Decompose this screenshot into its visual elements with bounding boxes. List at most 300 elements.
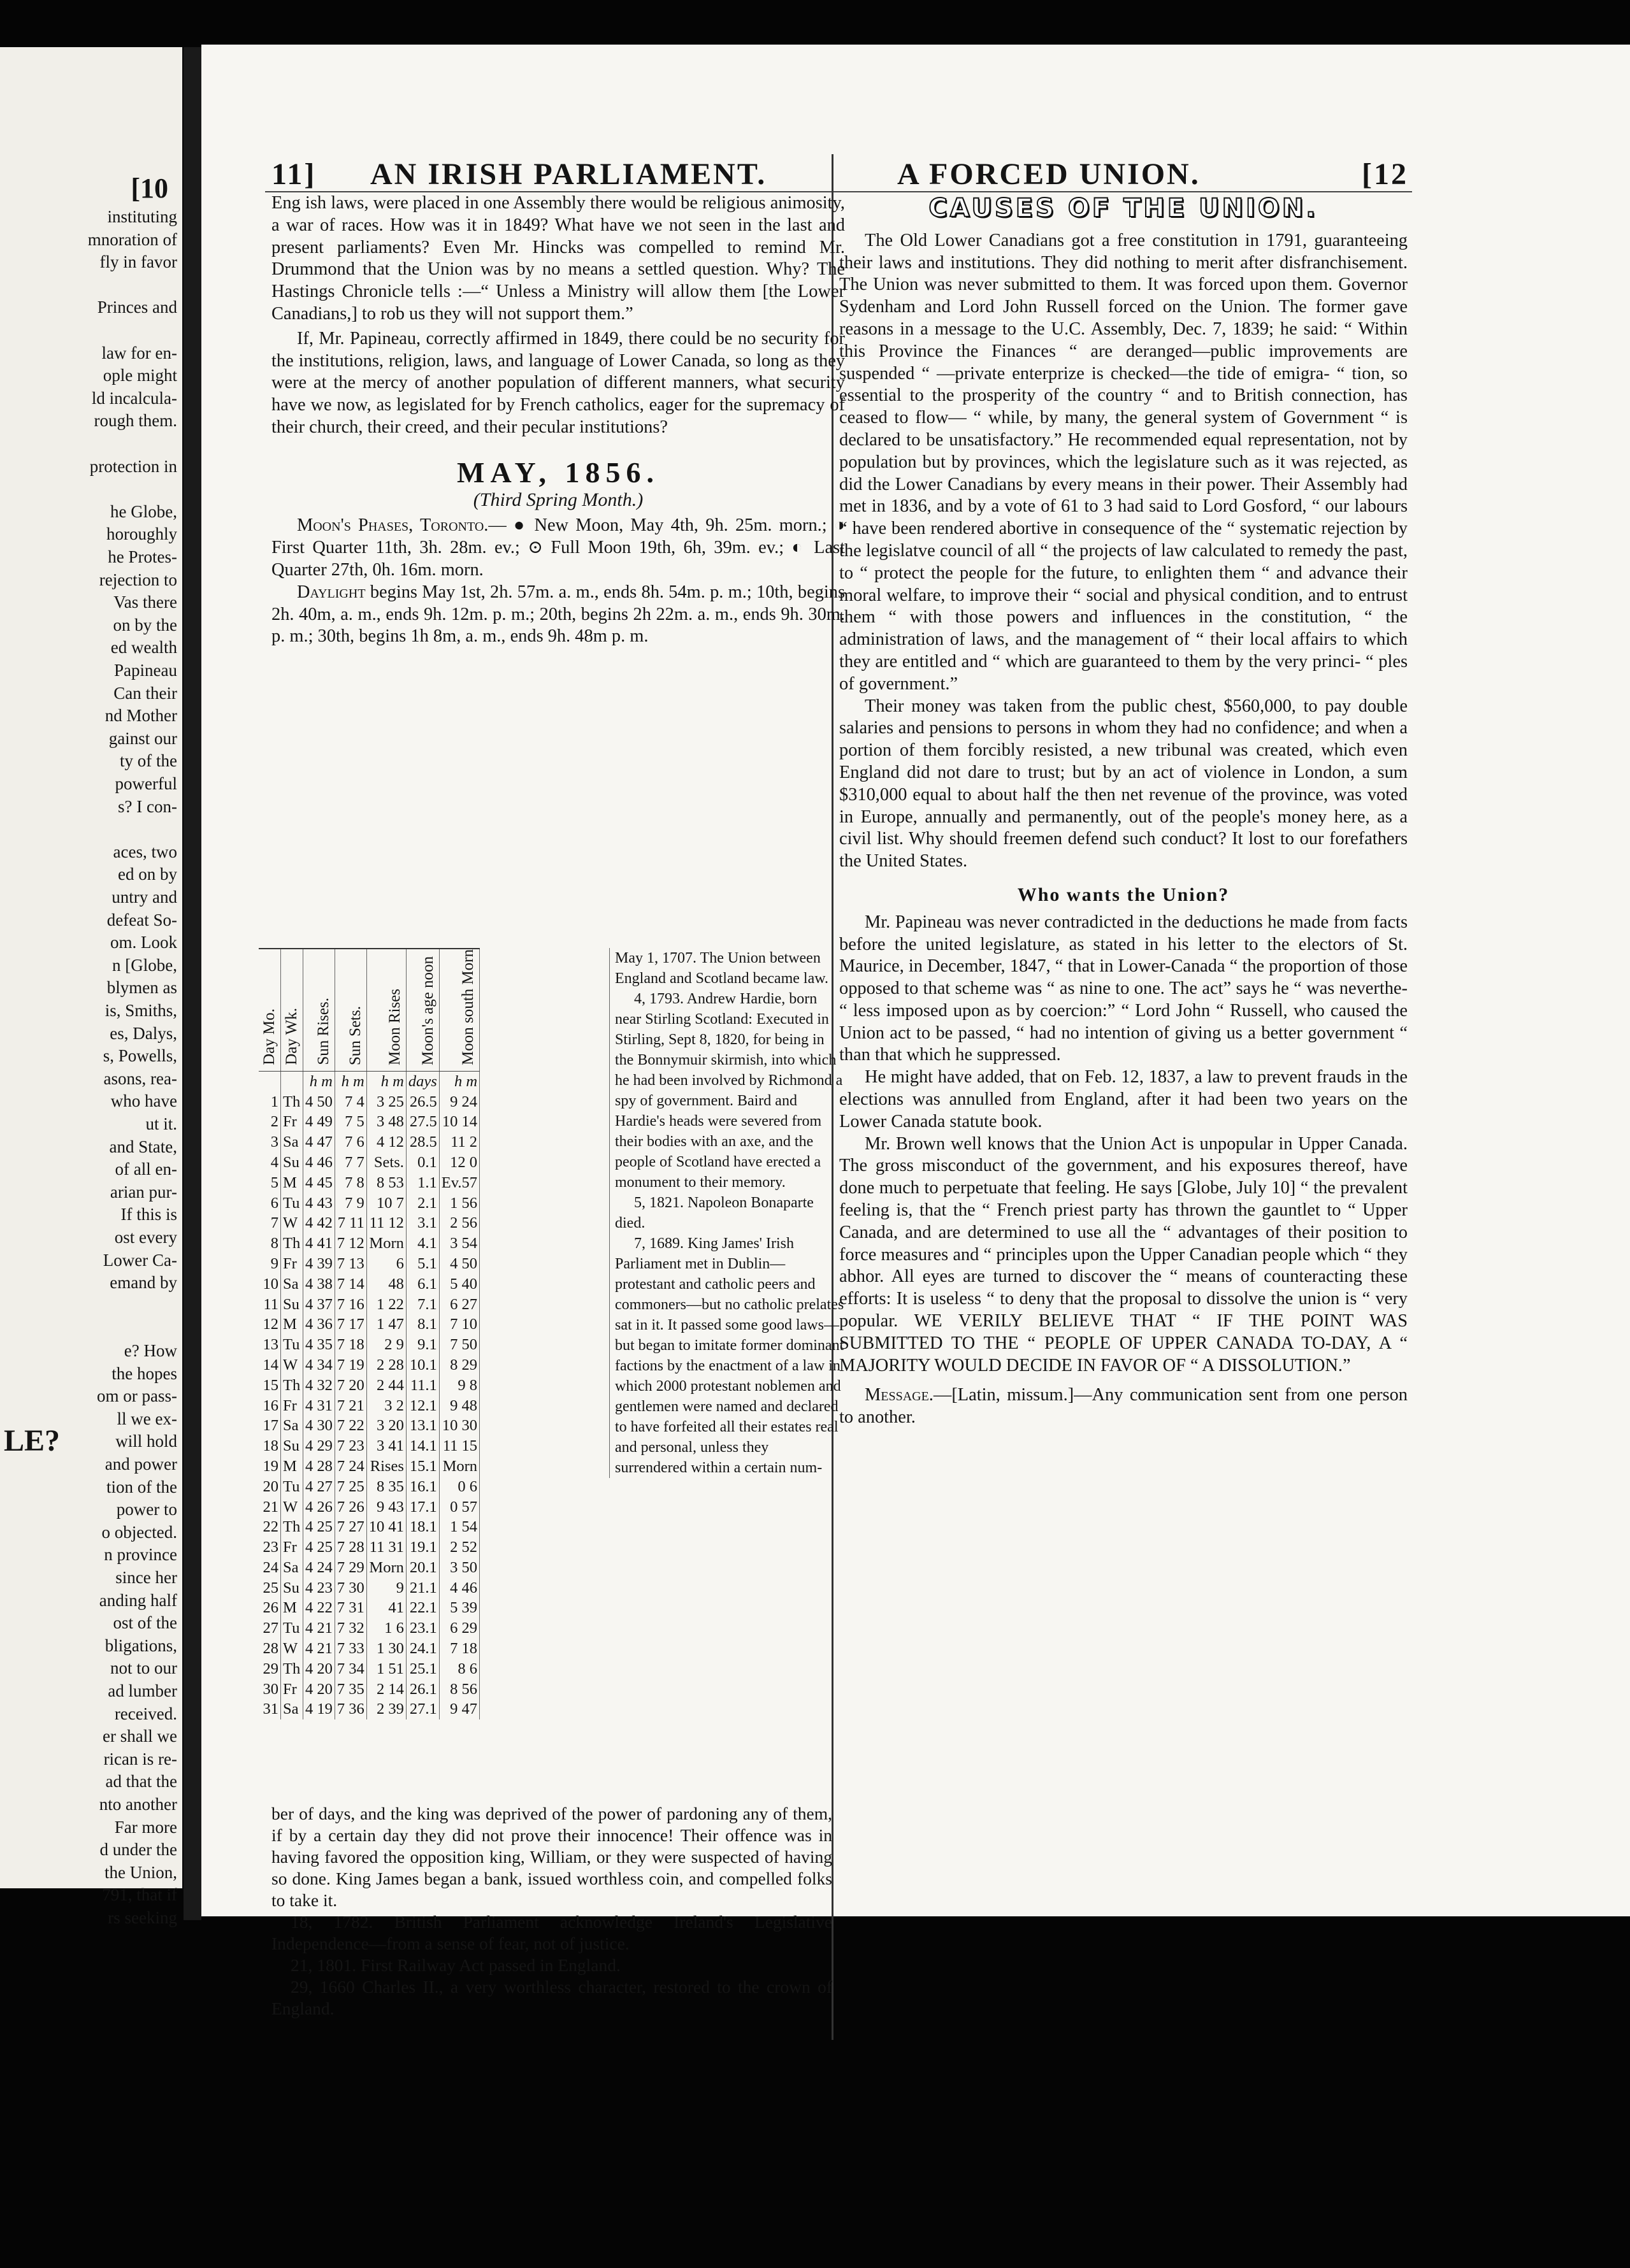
- almanac-cell: 4 24: [303, 1558, 335, 1578]
- left-paragraph-1: Eng ish laws, were placed in one Assembly there would be religious animosity, a war of races. How was it in 1849? What have we not seen in the last and present parliaments? Even Mr. Hincks was compelled to remind Mr. Drummond that the Union was by no means a settled question. Why? The Hastings Chronicle tells :—“ Unless a Ministry will allow them [the Lower Canadians,] to rob us they will not support them.”: [271, 193, 845, 324]
- almanac-cell: 25.1: [406, 1659, 439, 1679]
- previous-page-line: who have: [110, 1091, 177, 1111]
- almanac-cell: 7 25: [335, 1477, 366, 1497]
- almanac-units-row: [259, 1071, 480, 1091]
- almanac-cell: 9 48: [439, 1396, 479, 1416]
- almanac-cell: 21.1: [406, 1578, 439, 1598]
- almanac-cell: 3 25: [366, 1092, 406, 1112]
- almanac-cell: 9: [366, 1578, 406, 1598]
- almanac-cell: 7 16: [335, 1295, 366, 1315]
- almanac-cell: 5 40: [439, 1274, 479, 1295]
- previous-page-line: om or pass-: [97, 1386, 177, 1406]
- almanac-cell: Morn: [366, 1558, 406, 1578]
- almanac-cell: 4 37: [303, 1295, 335, 1315]
- almanac-cell: 7 31: [335, 1598, 366, 1618]
- almanac-cell: 9: [259, 1254, 281, 1274]
- almanac-cell: 10 7: [366, 1193, 406, 1214]
- almanac-cell: Fr: [281, 1112, 303, 1132]
- previous-page-line: he Protes-: [108, 547, 177, 566]
- almanac-cell: Rises: [366, 1456, 406, 1477]
- almanac-cell: 4 22: [303, 1598, 335, 1618]
- almanac-cell: Sets.: [366, 1152, 406, 1173]
- almanac-cell: 4 50: [303, 1092, 335, 1112]
- almanac-cell: 11: [259, 1295, 281, 1315]
- almanac-cell: 24: [259, 1558, 281, 1578]
- almanac-cell: 20.1: [406, 1558, 439, 1578]
- almanac-cell: 4 20: [303, 1659, 335, 1679]
- almanac-cell: 4.1: [406, 1233, 439, 1254]
- previous-page-line: power to: [116, 1500, 177, 1519]
- previous-page-line: instituting: [107, 207, 177, 226]
- right-paragraph-3: Mr. Papineau was never contradicted in the deductions he made from facts before the united legislature, as stated in his letter to the electors of St. Maurice, in December, 1847, “ that in Lower-Canada “ the proportion of those opposed to that scheme was “ as nine to one. The act” says he “ was neverthe- “ less imposed upon as by coercion:” “ Lord John “ Russell, who caused the Union act to be passed, “ had no intention of giving us a better government “ than that which he suppressed.: [839, 912, 1408, 1065]
- almanac-cell: 17: [259, 1416, 281, 1436]
- almanac-cell: 9 8: [439, 1375, 479, 1396]
- almanac-row: [259, 1355, 480, 1375]
- almanac-cell: 23.1: [406, 1618, 439, 1639]
- almanac-row: [259, 1092, 480, 1112]
- previous-page-line: and State,: [109, 1137, 177, 1156]
- almanac-column-header: Moon's age noon: [419, 956, 436, 1065]
- moon-phases-text: — ● New Moon, May 4th, 9h. 25m. morn.; ◑ First Quarter 11th, 3h. 28m. ev.; ⊙ Full Moon 19th, 6h, 39m. ev.; ◐ Last Quarter 27th, 0h. 16m. morn.: [271, 515, 845, 580]
- almanac-cell: 7 7: [335, 1152, 366, 1173]
- almanac-row: [259, 1173, 480, 1193]
- almanac-cell: Fr: [281, 1679, 303, 1700]
- almanac-column-header: Day Mo.: [261, 1008, 278, 1065]
- almanac-cell: 4 23: [303, 1578, 335, 1598]
- month-subtitle: (Third Spring Month.): [473, 489, 644, 510]
- almanac-cell: 9.1: [406, 1335, 439, 1355]
- almanac-column-header: Sun Rises.: [314, 998, 332, 1065]
- daylight-label: Daylight: [297, 582, 366, 602]
- almanac-cell: 4 30: [303, 1416, 335, 1436]
- almanac-cell: 48: [366, 1274, 406, 1295]
- almanac-cell: 4 45: [303, 1173, 335, 1193]
- almanac-row: [259, 1233, 480, 1254]
- previous-page-line: since her: [115, 1568, 177, 1587]
- almanac-cell: 0 57: [439, 1497, 479, 1518]
- almanac-cell: 6 29: [439, 1618, 479, 1639]
- previous-page-line: Princes and: [97, 298, 177, 317]
- almanac-unit: h m: [439, 1071, 479, 1091]
- previous-page-line: mnoration of: [87, 229, 177, 249]
- almanac-cell: 3 41: [366, 1436, 406, 1456]
- footnote-item: 29, 1660 Charles II., a very worthless character, restored to the crown of England.: [271, 1977, 832, 2018]
- right-running-title: A FORCED UNION.: [897, 157, 1201, 191]
- right-page-number: [12: [1362, 157, 1408, 191]
- previous-page-line: not to our: [110, 1658, 177, 1678]
- almanac-cell: 2.1: [406, 1193, 439, 1214]
- previous-page-line: gainst our: [108, 728, 177, 748]
- almanac-cell: 3 54: [439, 1233, 479, 1254]
- previous-page-line: arian pur-: [110, 1182, 177, 1202]
- almanac-cell: 26.1: [406, 1679, 439, 1700]
- almanac-cell: 7 21: [335, 1396, 366, 1416]
- previous-page-line: nto another: [99, 1795, 177, 1814]
- almanac-row: [259, 1375, 480, 1396]
- left-running-title: AN IRISH PARLIAMENT.: [370, 157, 767, 191]
- almanac-cell: M: [281, 1314, 303, 1335]
- almanac-cell: 27.5: [406, 1112, 439, 1132]
- almanac-unit: [281, 1071, 303, 1091]
- almanac-cell: 10 14: [439, 1112, 479, 1132]
- month-title: MAY, 1856.: [457, 456, 660, 489]
- previous-page-line: is, Smiths,: [105, 1001, 177, 1020]
- previous-page-line: emand by: [110, 1273, 177, 1293]
- almanac-cell: 4 36: [303, 1314, 335, 1335]
- almanac-cell: 8 35: [366, 1477, 406, 1497]
- previous-page-line: d under the: [99, 1840, 177, 1860]
- previous-page-line: om. Look: [110, 933, 177, 952]
- almanac-cell: 4 43: [303, 1193, 335, 1214]
- almanac-cell: 18: [259, 1436, 281, 1456]
- almanac-cell: 8 6: [439, 1659, 479, 1679]
- almanac-cell: 5: [259, 1173, 281, 1193]
- previous-page-line: of all en-: [115, 1159, 177, 1179]
- almanac-cell: 7 26: [335, 1497, 366, 1518]
- almanac-cell: 1 54: [439, 1517, 479, 1537]
- almanac-cell: 4 28: [303, 1456, 335, 1477]
- almanac-row: [259, 1193, 480, 1214]
- previous-page-line: rs seeking: [108, 1908, 177, 1927]
- almanac-row: [259, 1295, 480, 1315]
- previous-page-line: ed wealth: [110, 638, 177, 657]
- almanac-row: [259, 1152, 480, 1173]
- almanac-cell: 24.1: [406, 1639, 439, 1659]
- moon-phases: [271, 515, 845, 581]
- almanac-cell: 2 39: [366, 1699, 406, 1719]
- almanac-column-header: Moon south Morn: [459, 949, 477, 1065]
- almanac-cell: 18.1: [406, 1517, 439, 1537]
- almanac-cell: 7 35: [335, 1679, 366, 1700]
- previous-page-line: Papineau: [114, 661, 177, 680]
- almanac-cell: 22: [259, 1517, 281, 1537]
- almanac-cell: 7 8: [335, 1173, 366, 1193]
- right-paragraph-1: The Old Lower Canadians got a free constitution in 1791, guaranteeing their laws and institutions. They did nothing to merit after disfranchisement. The Union was never submitted to them. It was forced upon them. Governor Sydenham and Lord John Russell forced on the Union. The former gave reasons in a message to the U.C. Assembly, Dec. 7, 1839; he said: “ Within this Province the Finances “ are deranged—public improvements are suspended “ —private enterprize is checked—the tide of emigra- “ tion, so essential to the prosperity of the country “ and to British connection, has ceased to flow— “ while, by many, the general system of Government “ is declared to be unsatisfactory.” He recommended equal representation, not by population but by provinces, which the legislature such as it was rejected, as did the Lower Canadians by every means in their power. Their Assembly had met in 1836, and by a vote of 61 to 3 had said to Lord Gosford, “ our labours “ have been rendered abortive in consequence of the “ systematic rejection by the legislatve council of all “ the projects of law calculated to remedy the past, to “ protect the people for the future, to enlighten them “ and advance their moral welfare, to improve their “ social and physical condition, and to entrust them “ with those powers and influences in the constitution, “ the administration of laws, and the management of “ their local affairs to which they are entitled and “ which are guaranteed to them by the very princi- “ ples of government.”: [839, 230, 1408, 694]
- almanac-cell: 8 29: [439, 1355, 479, 1375]
- almanac-row: [259, 1639, 480, 1659]
- almanac-row: [259, 1274, 480, 1295]
- almanac-cell: 7 28: [335, 1537, 366, 1558]
- previous-page-line: and power: [105, 1454, 177, 1474]
- almanac-header-row: [259, 949, 480, 1071]
- almanac-cell: 4 38: [303, 1274, 335, 1295]
- almanac-cell: 8 53: [366, 1173, 406, 1193]
- almanac-cell: 22.1: [406, 1598, 439, 1618]
- almanac-cell: 4 27: [303, 1477, 335, 1497]
- almanac-cell: 7 23: [335, 1436, 366, 1456]
- almanac-unit: h m: [366, 1071, 406, 1091]
- almanac-cell: Sa: [281, 1132, 303, 1152]
- previous-page-line: horoughly: [106, 524, 177, 544]
- almanac-cell: W: [281, 1355, 303, 1375]
- left-column: [271, 192, 845, 648]
- almanac-cell: 4 49: [303, 1112, 335, 1132]
- almanac-cell: 11 12: [366, 1213, 406, 1233]
- event-item: 7, 1689. King James' Irish Parliament met in Dublin—protestant and catholic peers and commoners—but no catholic prelates sat in it. It passed some good laws—but began to imitate former dominant factions by the enactment of a law in which 2000 protestant noblemen and gentlemen were named and declared to have forfeited all their estates real and personal, unless they surrendered within a certain num-: [615, 1235, 844, 1476]
- almanac-cell: 7 12: [335, 1233, 366, 1254]
- almanac-cell: 4 20: [303, 1679, 335, 1700]
- previous-page-line: received.: [114, 1704, 177, 1723]
- almanac-cell: M: [281, 1173, 303, 1193]
- almanac-unit: [259, 1071, 281, 1091]
- almanac-cell: 2: [259, 1112, 281, 1132]
- previous-page-line: he Globe,: [110, 501, 177, 521]
- almanac-cell: 29: [259, 1659, 281, 1679]
- previous-page-line: tion of the: [106, 1477, 177, 1496]
- previous-page-line: 791, that if: [102, 1885, 177, 1905]
- almanac-cell: 7 18: [335, 1335, 366, 1355]
- almanac-cell: 0 6: [439, 1477, 479, 1497]
- event-item: May 1, 1707. The Union between England and Scotland became law.: [615, 950, 828, 987]
- previous-page-line: Can their: [113, 683, 177, 703]
- almanac-cell: 7 32: [335, 1618, 366, 1639]
- previous-page-line: es, Dalys,: [110, 1023, 177, 1043]
- message-definition: [839, 1384, 1408, 1429]
- almanac-cell: 4 26: [303, 1497, 335, 1518]
- almanac-cell: 4 46: [439, 1578, 479, 1598]
- previous-page-number: [10: [131, 173, 168, 204]
- almanac-cell: 19: [259, 1456, 281, 1477]
- almanac-cell: 6: [259, 1193, 281, 1214]
- almanac-cell: 4 32: [303, 1375, 335, 1396]
- almanac-cell: 7 11: [335, 1213, 366, 1233]
- almanac-cell: M: [281, 1598, 303, 1618]
- almanac-unit: h m: [303, 1071, 335, 1091]
- almanac-cell: W: [281, 1213, 303, 1233]
- almanac-cell: 4 34: [303, 1355, 335, 1375]
- almanac-cell: 1 6: [366, 1618, 406, 1639]
- almanac-cell: 5.1: [406, 1254, 439, 1274]
- previous-page-line: e? How: [124, 1341, 177, 1360]
- almanac-cell: M: [281, 1456, 303, 1477]
- almanac-cell: 6: [366, 1254, 406, 1274]
- almanac-cell: 9 43: [366, 1497, 406, 1518]
- almanac-cell: 15: [259, 1375, 281, 1396]
- almanac-cell: 4 47: [303, 1132, 335, 1152]
- almanac-cell: 28: [259, 1639, 281, 1659]
- almanac-cell: 1 30: [366, 1639, 406, 1659]
- previous-page-line: rican is re-: [103, 1749, 177, 1769]
- almanac-cell: 7 20: [335, 1375, 366, 1396]
- previous-page-line: defeat So-: [106, 910, 177, 929]
- almanac-cell: Fr: [281, 1396, 303, 1416]
- almanac-cell: 13.1: [406, 1416, 439, 1436]
- almanac-cell: 27: [259, 1618, 281, 1639]
- almanac-unit: h m: [335, 1071, 366, 1091]
- almanac-row: [259, 1335, 480, 1355]
- almanac-row: [259, 1558, 480, 1578]
- previous-page-line: rough them.: [94, 411, 177, 431]
- almanac-cell: 4 39: [303, 1254, 335, 1274]
- previous-page-line: Far more: [114, 1817, 177, 1837]
- almanac-cell: 12 0: [439, 1152, 479, 1173]
- previous-page-line: untry and: [112, 887, 177, 907]
- almanac-cell: W: [281, 1639, 303, 1659]
- almanac-unit: days: [406, 1071, 439, 1091]
- almanac-cell: 10 30: [439, 1416, 479, 1436]
- almanac-cell: 7 33: [335, 1639, 366, 1659]
- almanac-cell: W: [281, 1497, 303, 1518]
- almanac-cell: Su: [281, 1152, 303, 1173]
- almanac-cell: 20: [259, 1477, 281, 1497]
- almanac-cell: 5 39: [439, 1598, 479, 1618]
- almanac-cell: 7 50: [439, 1335, 479, 1355]
- almanac-row: [259, 1436, 480, 1456]
- almanac-cell: 4 31: [303, 1396, 335, 1416]
- previous-page-line: ed on by: [118, 865, 177, 884]
- message-text: —[Latin, missum.]—Any communication sent from one person to another.: [839, 1385, 1408, 1428]
- almanac-cell: 10 41: [366, 1517, 406, 1537]
- almanac-cell: 12: [259, 1314, 281, 1335]
- almanac-cell: 4 19: [303, 1699, 335, 1719]
- almanac-table: [259, 948, 480, 1719]
- almanac-cell: Th: [281, 1092, 303, 1112]
- almanac-cell: 4 50: [439, 1254, 479, 1274]
- almanac-cell: 6 27: [439, 1295, 479, 1315]
- right-column: [839, 192, 1408, 1429]
- almanac-cell: Th: [281, 1375, 303, 1396]
- almanac-cell: 11 2: [439, 1132, 479, 1152]
- almanac-cell: 7: [259, 1213, 281, 1233]
- almanac-cell: 2 9: [366, 1335, 406, 1355]
- previous-page-line: Vas there: [113, 592, 177, 612]
- almanac-row: [259, 1497, 480, 1518]
- almanac-cell: Tu: [281, 1335, 303, 1355]
- almanac-cell: 3: [259, 1132, 281, 1152]
- almanac-cell: 1.1: [406, 1173, 439, 1193]
- almanac-cell: 17.1: [406, 1497, 439, 1518]
- almanac-cell: 7 4: [335, 1092, 366, 1112]
- almanac-cell: 7 36: [335, 1699, 366, 1719]
- almanac-cell: 4 35: [303, 1335, 335, 1355]
- previous-page-line: ad lumber: [108, 1681, 177, 1700]
- almanac-cell: 7 17: [335, 1314, 366, 1335]
- almanac-cell: 14.1: [406, 1436, 439, 1456]
- previous-page-line: ll we ex-: [117, 1409, 177, 1428]
- almanac-cell: 8: [259, 1233, 281, 1254]
- almanac-cell: 7.1: [406, 1295, 439, 1315]
- almanac-cell: 3 48: [366, 1112, 406, 1132]
- right-paragraph-2: Their money was taken from the public chest, $560,000, to pay double salaries and pensions to persons in whom they had no confidence; and when a portion of them forcibly resisted, a new tribunal was created, which even England did not dare to trust; but by an act of violence in London, a sum $310,000 equal to about half the then net revenue of the province, was voted in Europe, annually and permanently, out of the people's money here, as a civil list. Why should freemen defend such conduct? It lost to our forefathers the United States.: [839, 696, 1408, 872]
- previous-page-line: the hopes: [112, 1363, 177, 1383]
- previous-page-line: ost of the: [113, 1613, 177, 1633]
- almanac-cell: 4 21: [303, 1639, 335, 1659]
- who-wants-heading: Who wants the Union?: [1017, 884, 1230, 905]
- almanac-footnotes: [271, 1803, 832, 2020]
- almanac-cell: 4 46: [303, 1152, 335, 1173]
- almanac-row: [259, 1537, 480, 1558]
- almanac-cell: 7 34: [335, 1659, 366, 1679]
- almanac-cell: 4 29: [303, 1436, 335, 1456]
- almanac-cell: 11 31: [366, 1537, 406, 1558]
- almanac-cell: 7 29: [335, 1558, 366, 1578]
- almanac-cell: Th: [281, 1517, 303, 1537]
- almanac-cell: Ev.57: [439, 1173, 479, 1193]
- previous-page-line: o objected.: [101, 1522, 177, 1542]
- almanac-cell: 13: [259, 1335, 281, 1355]
- previous-page-line: ut it.: [145, 1114, 177, 1133]
- almanac-cell: 26.5: [406, 1092, 439, 1112]
- almanac-cell: 7 27: [335, 1517, 366, 1537]
- almanac-cell: Tu: [281, 1618, 303, 1639]
- previous-page-line: s? I con-: [118, 796, 177, 816]
- almanac-row: [259, 1598, 480, 1618]
- almanac-cell: 1 22: [366, 1295, 406, 1315]
- previous-page-line: rejection to: [99, 570, 177, 589]
- previous-page-line: If this is: [120, 1205, 177, 1224]
- previous-page-line: s, Powells,: [103, 1046, 177, 1066]
- previous-page-line: will hold: [115, 1432, 177, 1451]
- almanac-cell: 11 15: [439, 1436, 479, 1456]
- almanac-cell: 2 14: [366, 1679, 406, 1700]
- almanac-row: [259, 1517, 480, 1537]
- almanac-cell: 4 21: [303, 1618, 335, 1639]
- previous-page-line: ty of the: [120, 751, 177, 771]
- previous-page-line: er shall we: [103, 1726, 177, 1746]
- almanac-cell: Fr: [281, 1537, 303, 1558]
- almanac-row: [259, 1618, 480, 1639]
- almanac-cell: 7 10: [439, 1314, 479, 1335]
- almanac-cell: Su: [281, 1578, 303, 1598]
- almanac-cell: 7 13: [335, 1254, 366, 1274]
- almanac-cell: 26: [259, 1598, 281, 1618]
- almanac-cell: 0.1: [406, 1152, 439, 1173]
- previous-page-line: n [Globe,: [112, 955, 177, 975]
- almanac-cell: 7 5: [335, 1112, 366, 1132]
- previous-page-line: ad that the: [105, 1772, 177, 1791]
- almanac-cell: 3 50: [439, 1558, 479, 1578]
- almanac-cell: 2 52: [439, 1537, 479, 1558]
- almanac-cell: Tu: [281, 1477, 303, 1497]
- almanac-row: [259, 1213, 480, 1233]
- footnote-item: 21, 1801. First Railway Act passed in England.: [291, 1955, 621, 1975]
- almanac-row: [259, 1132, 480, 1152]
- previous-page-line: protection in: [89, 456, 177, 476]
- almanac-cell: 4 25: [303, 1517, 335, 1537]
- almanac-column-header: Sun Sets.: [346, 1005, 364, 1065]
- almanac-cell: 19.1: [406, 1537, 439, 1558]
- almanac-cell: Sa: [281, 1274, 303, 1295]
- almanac-cell: 1: [259, 1092, 281, 1112]
- almanac-row: [259, 1659, 480, 1679]
- almanac-cell: 1 47: [366, 1314, 406, 1335]
- almanac-cell: 1 51: [366, 1659, 406, 1679]
- almanac-cell: 7 19: [335, 1355, 366, 1375]
- almanac-cell: Sa: [281, 1558, 303, 1578]
- almanac-cell: 7 22: [335, 1416, 366, 1436]
- almanac-cell: 27.1: [406, 1699, 439, 1719]
- almanac-cell: 14: [259, 1355, 281, 1375]
- almanac-column-header: Day Wk.: [283, 1008, 300, 1065]
- previous-page-line: n province: [104, 1545, 177, 1565]
- almanac-cell: 3.1: [406, 1213, 439, 1233]
- almanac-cell: 28.5: [406, 1132, 439, 1152]
- previous-page-line: ople might: [103, 366, 177, 385]
- almanac-cell: Th: [281, 1659, 303, 1679]
- daylight: [271, 582, 845, 648]
- almanac-row: [259, 1699, 480, 1719]
- almanac-cell: 2 28: [366, 1355, 406, 1375]
- almanac-cell: 30: [259, 1679, 281, 1700]
- main-page: [201, 45, 1630, 2018]
- previous-page-line: asons, rea-: [103, 1068, 177, 1088]
- almanac-cell: 41: [366, 1598, 406, 1618]
- almanac-cell: 4 41: [303, 1233, 335, 1254]
- almanac-cell: 12.1: [406, 1396, 439, 1416]
- previous-page-fragment: [0, 47, 182, 1927]
- almanac-row: [259, 1679, 480, 1700]
- almanac-cell: 25: [259, 1578, 281, 1598]
